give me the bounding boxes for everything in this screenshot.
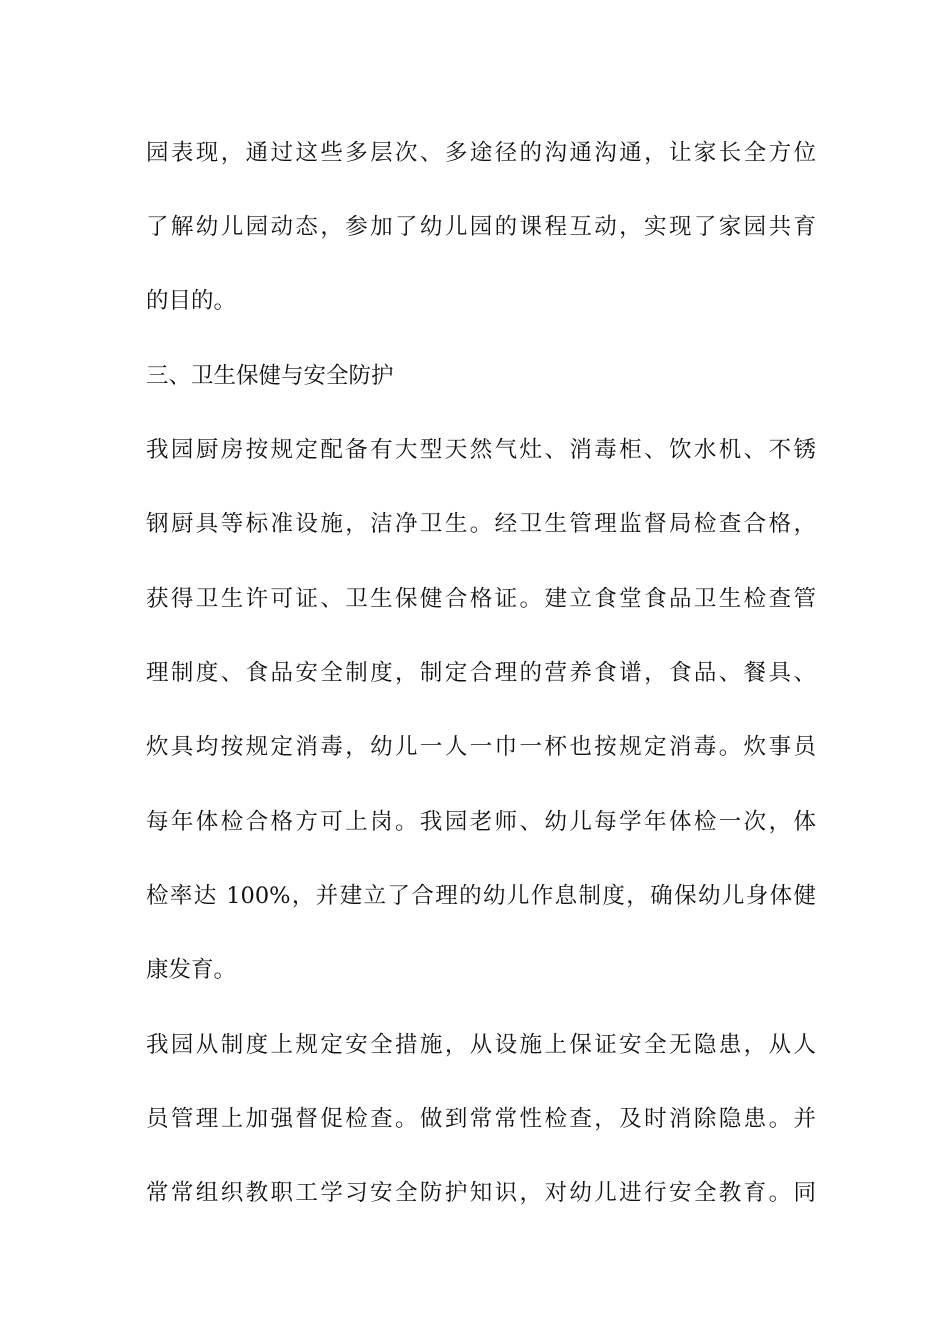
text-line: 我园从制度上规定安全措施，从设施上保证安全无隐患，从人	[146, 1032, 816, 1058]
text-line: 康发育。	[146, 957, 237, 983]
text-line: 检率达 100%，并建立了合理的幼儿作息制度，确保幼儿身体健	[146, 883, 816, 909]
text-line: 园表现，通过这些多层次、多途径的沟通沟通，让家长全方位	[146, 140, 816, 166]
text-line: 我园厨房按规定配备有大型天然气灶、消毒柜、饮水机、不锈	[146, 437, 816, 463]
text-line: 的目的。	[146, 288, 237, 314]
text-line: 炊具均按规定消毒，幼儿一人一巾一杯也按规定消毒。炊事员	[146, 734, 816, 760]
text-line: 理制度、食品安全制度，制定合理的营养食谱，食品、餐具、	[146, 660, 816, 686]
text-line: 钢厨具等标准设施，洁净卫生。经卫生管理监督局检查合格，	[146, 511, 816, 537]
text-line: 获得卫生许可证、卫生保健合格证。建立食堂食品卫生检查管	[146, 586, 816, 612]
text-line: 每年体检合格方可上岗。我园老师、幼儿每学年体检一次，体	[146, 809, 816, 835]
section-heading: 三、卫生保健与安全防护	[146, 363, 394, 389]
text-line: 了解幼儿园动态，参加了幼儿园的课程互动，实现了家园共育	[146, 214, 816, 240]
text-line: 员管理上加强督促检查。做到常常性检查，及时消除隐患。并	[146, 1106, 816, 1132]
text-line: 常常组织教职工学习安全防护知识，对幼儿进行安全教育。同	[146, 1180, 816, 1206]
